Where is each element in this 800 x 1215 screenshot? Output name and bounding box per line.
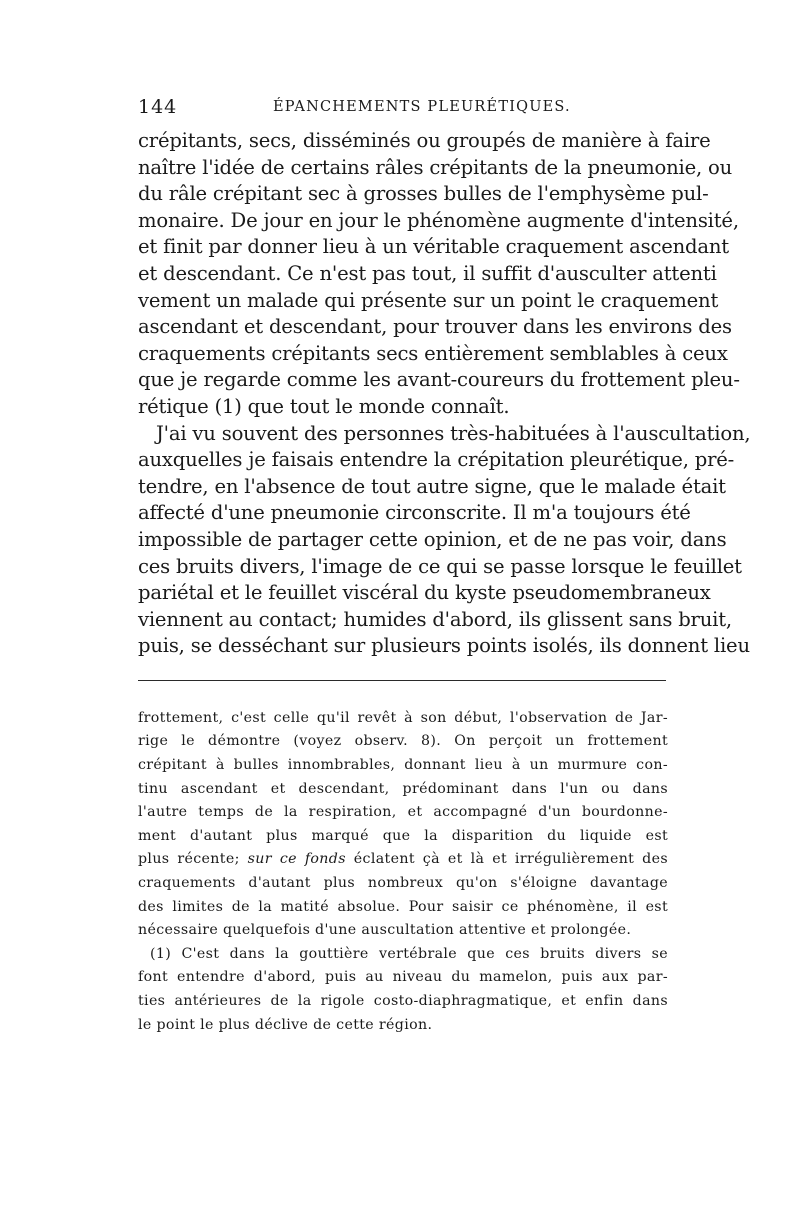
body-line: J'ai vu souvent des personnes très-habituées à l'auscultation, [156,421,751,445]
body-line: et descendant. Ce n'est pas tout, il suffit d'ausculter attenti [138,261,717,285]
body-line: pariétal et le feuillet viscéral du kyste pseudomembraneux [138,581,711,605]
footnote-text: plus récente; [138,851,240,868]
book-page [138,96,751,1037]
body-line: vement un malade qui présente sur un point le craquement [138,288,719,312]
body-line: que je regarde comme les avant-coureurs du frottement pleu- [138,368,740,392]
body-text [138,128,751,660]
body-line: et finit par donner lieu à un véritable craquement ascendant [138,235,729,259]
footnote-line: l'autre temps de la respiration, et accompagné d'un bourdonne- [138,804,668,821]
footnote-line: frottement, c'est celle qu'il revêt à son début, l'observation de Jar- [138,709,668,726]
running-head [138,96,668,126]
body-line: ascendant et descendant, pour trouver dans les environs des [138,315,732,339]
footnote-separator [138,680,666,681]
footnote-line: (1) C'est dans la gouttière vertébrale que ces bruits divers se [150,945,668,962]
body-line: tendre, en l'absence de tout autre signe, que le malade était [138,474,726,498]
footnote-line: tinu ascendant et descendant, prédominant dans l'un ou dans [138,780,668,797]
body-line: auxquelles je faisais entendre la crépitation pleurétique, pré- [138,448,735,472]
footnote-emphasis: sur ce fonds [247,851,346,868]
body-line: puis, se desséchant sur plusieurs points isolés, ils donnent lieu [138,634,750,658]
footnote-line: nécessaire quelquefois d'une auscultation attentive et prolongée. [138,922,632,939]
body-line: craquements crépitants secs entièrement semblables à ceux [138,341,728,365]
page-number: 144 [138,96,178,118]
footnote-text: éclatent çà et là et irrégulièrement des [353,851,668,868]
footnote-line: rige le démontre (voyez observ. 8). On perçoit un frottement [138,733,668,750]
body-line: rétique (1) que tout le monde connaît. [138,394,510,418]
footnote-line: des limites de la matité absolue. Pour saisir ce phénomène, il est [138,898,668,915]
running-title: ÉPANCHEMENTS PLEURÉTIQUES. [273,99,571,115]
footnote-line: craquements d'autant plus nombreux qu'on s'éloigne davantage [138,875,668,892]
footnote-line: font entendre d'abord, puis au niveau du mamelon, puis aux par- [138,969,668,986]
footnote-line: le point le plus déclive de cette région. [138,1016,433,1033]
footnotes [138,707,668,1037]
footnote-line: crépitant à bulles innombrables, donnant lieu à un murmure con- [138,757,668,774]
footnote-line: ment d'autant plus marqué que la disparition du liquide est [138,827,668,844]
body-line: impossible de partager cette opinion, et de ne pas voir, dans [138,527,727,551]
body-line: ces bruits divers, l'image de ce qui se passe lorsque le feuillet [138,554,742,578]
footnote-line [138,848,668,872]
body-line: monaire. De jour en jour le phénomène augmente d'intensité, [138,208,739,232]
body-line: du râle crépitant sec à grosses bulles de l'emphysème pul- [138,182,709,206]
body-line: crépitants, secs, disséminés ou groupés de manière à faire [138,129,711,152]
body-line: viennent au contact; humides d'abord, ils glissent sans bruit, [138,607,732,631]
body-line: naître l'idée de certains râles crépitants de la pneumonie, ou [138,155,733,179]
body-line: affecté d'une pneumonie circonscrite. Il m'a toujours été [138,501,691,525]
footnote-line: ties antérieures de la rigole costo-diaphragmatique, et enfin dans [138,993,668,1009]
